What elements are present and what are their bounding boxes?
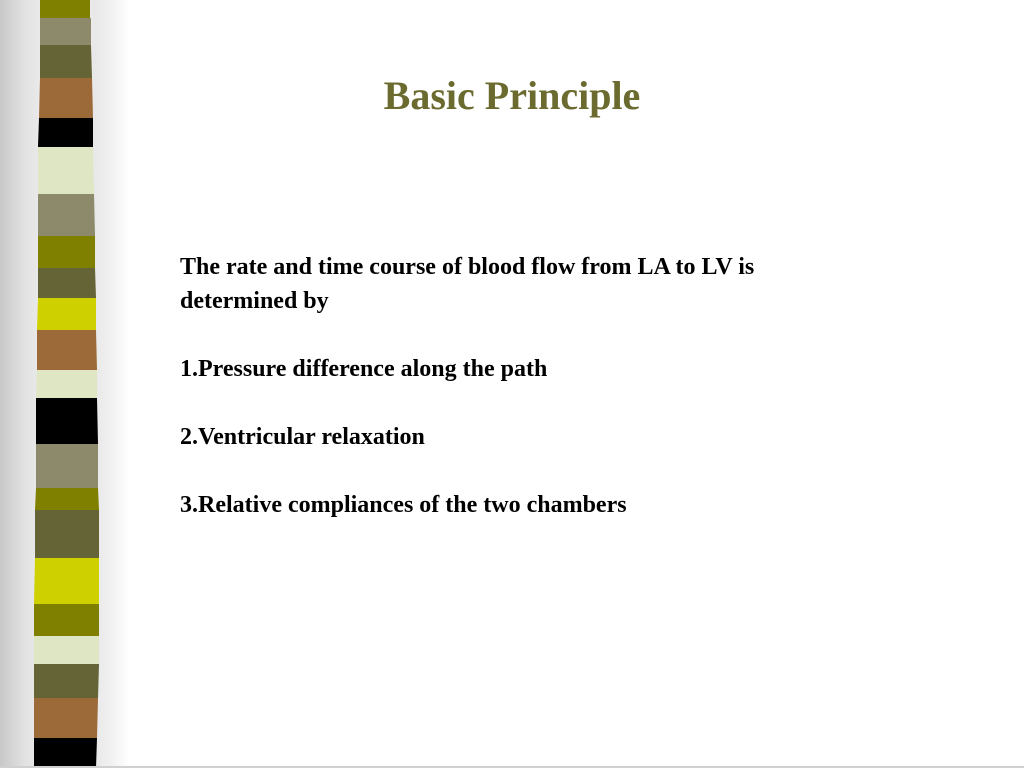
slide-title: Basic Principle — [383, 73, 641, 118]
stripe — [38, 194, 95, 236]
spacer — [180, 386, 900, 420]
stripe — [34, 636, 99, 664]
stripe — [36, 444, 98, 488]
point-1: 1.Pressure difference along the path — [180, 356, 548, 382]
stripe — [37, 330, 97, 370]
point-3: 3.Relative compliances of the two chambers — [180, 492, 627, 518]
stripe — [34, 664, 99, 698]
stripe — [40, 18, 91, 45]
stripe — [38, 118, 93, 147]
stripe — [38, 268, 96, 298]
stripe — [36, 370, 97, 398]
intro-line-1: The rate and time course of blood flow from LA to LV is — [180, 254, 755, 280]
stripe — [34, 698, 98, 738]
stripe — [34, 558, 99, 604]
point-2: 2.Ventricular relaxation — [180, 424, 425, 450]
stripe — [40, 45, 92, 78]
slide-body — [180, 250, 900, 522]
decorative-stripe-bar — [0, 0, 130, 768]
stripe — [35, 488, 99, 510]
stripe — [36, 398, 98, 444]
spacer — [180, 454, 900, 488]
stripe — [34, 604, 99, 636]
stripe — [40, 0, 90, 18]
stripe — [39, 78, 93, 118]
stripe — [34, 738, 97, 768]
stripe — [38, 147, 94, 194]
intro-line-2: determined by — [180, 288, 329, 314]
spacer — [180, 318, 900, 352]
stripe — [38, 236, 95, 268]
stripe — [35, 510, 99, 558]
stripe — [37, 298, 96, 330]
